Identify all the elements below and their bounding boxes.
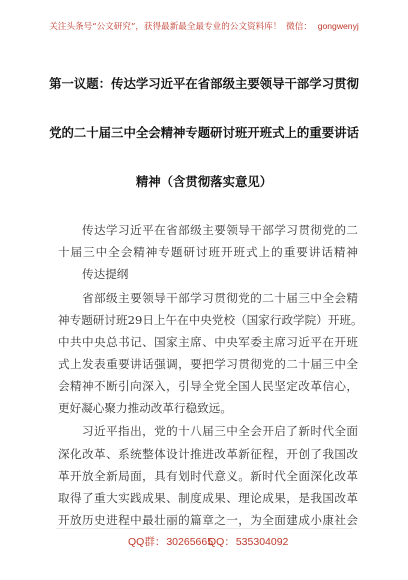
body-line: 习近平指出，党的十八届三中全会开启了新时代全面: [82, 424, 358, 438]
body-line: 式上发表重要讲话强调，要把学习贯彻党的二十届三中全: [58, 357, 358, 371]
document-title-line-3: 精神（含贯彻落实意见）: [135, 174, 273, 189]
footer-qq-group-number: 30265665: [166, 536, 214, 548]
body-line: 取得了重大实践成果、制度成果、理论成果，是我国改革: [58, 491, 358, 505]
body-line: 神专题研讨班29日上午在中央党校（国家行政学院）开班。: [58, 313, 363, 327]
body-line: 会精神不断引向深入，引导全党全国人民坚定改革信心，: [58, 379, 358, 393]
document-title-line-2: 党的二十届三中全会精神专题研讨班开班式上的重要讲话: [49, 125, 359, 140]
page-footer: [0, 534, 408, 552]
body-line: 更好凝心聚力推动改革行稳致远。: [58, 401, 232, 415]
footer-qq: [208, 534, 288, 549]
footer-qq-group: [128, 534, 213, 549]
header-banner: [0, 0, 408, 52]
footer-qq-label: QQ：: [208, 536, 235, 548]
footer-qq-number: 535304092: [235, 536, 289, 548]
body-line: 开放历史进程中最壮丽的篇章之一，为全面建成小康社会: [58, 513, 358, 527]
header-wechat-label: 微信：: [286, 22, 312, 32]
body-line: 十届三中全会精神专题研讨班开班式上的重要讲话精神: [58, 245, 358, 259]
document-title-line-1: 第一议题：传达学习近平在省部级主要领导干部学习贯彻: [49, 76, 359, 91]
header-notice: 关注头条号“公文研究”，获得最新最全最专业的公文资料库！: [49, 22, 282, 32]
footer-divider: [56, 528, 352, 529]
body-line: 传达提纲: [82, 267, 129, 281]
header-wechat-id: gongwenyj: [317, 21, 359, 31]
body-line: 省部级主要领导干部学习贯彻党的二十届三中全会精: [82, 291, 358, 305]
body-line: 革开放全新局面，具有划时代意义。新时代全面深化改革: [58, 469, 358, 483]
body-line: 中共中央总书记、国家主席、中央军委主席习近平在开班: [58, 335, 358, 349]
body-line: 深化改革、系统整体设计推进改革新征程，开创了我国改: [58, 447, 358, 461]
footer-qq-group-label: QQ群：: [128, 536, 166, 548]
body-line: 传达学习近平在省部级主要领导干部学习贯彻党的二: [82, 223, 358, 237]
